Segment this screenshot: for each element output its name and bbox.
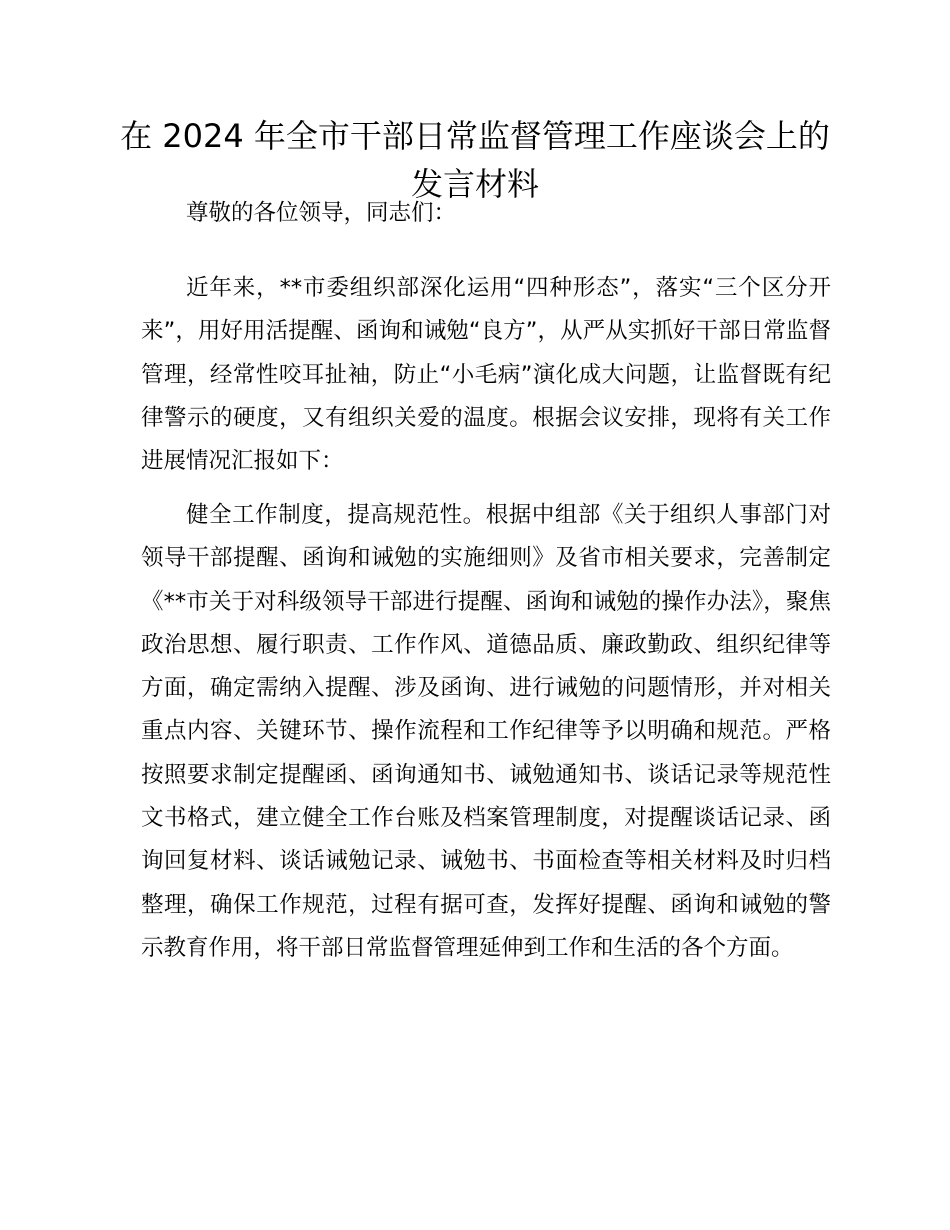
intro-paragraph: 近年来，**市委组织部深化运用“四种形态”，落实“三个区分开来”，用好用活提醒、函询和诫勉“良方”，从严从实抓好干部日常监督管理，经常性咬耳扯袖，防止“小毛病”演化成大问题，让监督既有纪律警示的硬度，又有组织关爱的温度。根据会议安排，现将有关工作进展情况汇报如下： [141, 275, 831, 475]
salutation-paragraph: 尊敬的各位领导，同志们： [186, 200, 457, 226]
work-system-paragraph: 健全工作制度，提高规范性。根据中组部《关于组织人事部门对领导干部提醒、函询和诫勉的实施细则》及省市相关要求，完善制定《**市关于对科级领导干部进行提醒、函询和诫勉的操作办法》，聚焦政治思想、履行职责、工作作风、道德品质、廉政勤政、组织纪律等方面，确定需纳入提醒、涉及函询、进行诫勉的问题情形，并对相关重点内容、关键环节、操作流程和工作纪律等予以明确和规范。严格按照要求制定提醒函、函询通知书、诫勉通知书、谈话记录等规范性文书格式，建立健全工作台账及档案管理制度，对提醒谈话记录、函询回复材料、谈话诫勉记录、诫勉书、书面检查等相关材料及时归档整理，确保工作规范，过程有据可查，发挥好提醒、函询和诫勉的警示教育作用，将干部日常监督管理延伸到工作和生活的各个方面。 [141, 502, 831, 961]
document-title: 在 2024 年全市干部日常监督管理工作座谈会上的发言材料 [120, 117, 830, 203]
